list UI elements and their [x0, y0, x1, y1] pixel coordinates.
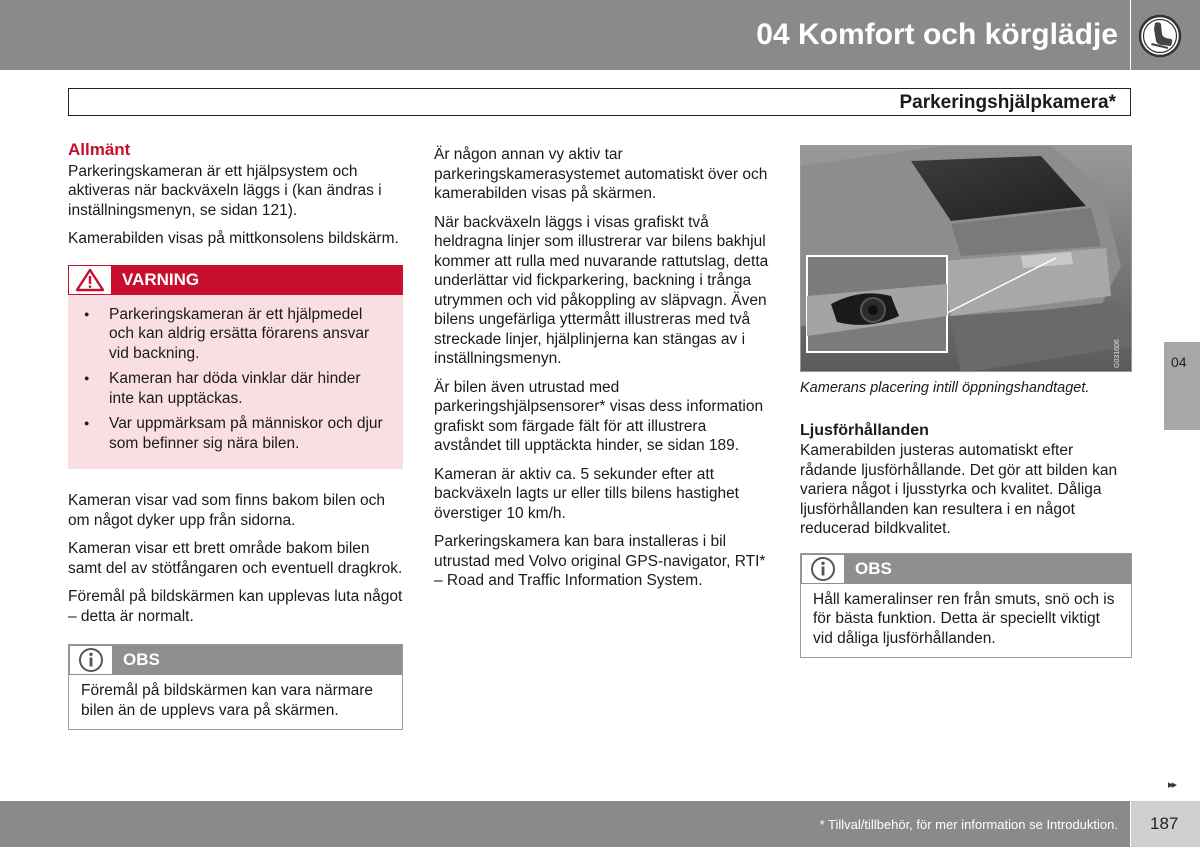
warning-box — [68, 265, 403, 470]
paragraph: Parkeringskameran är ett hjälpsystem och aktiveras när backväxeln läggs i (kan ändras i inställningsmenyn, se sidan 121). — [68, 162, 382, 219]
paragraph: Kamerabilden justeras automatiskt efter rådande ljusförhållande. Det gör att bilden kan variera något i ljusstyrka och kvalitet. Dåliga ljusförhållanden kan resultera i en något reducerad bildkvalitet. — [800, 442, 1118, 537]
obs-label: OBS — [123, 650, 160, 670]
next-page-arrow-icon: ▸▸ — [1168, 779, 1176, 791]
obs-box — [68, 644, 403, 730]
info-icon — [69, 645, 113, 675]
list-item: ● Parkeringskameran är ett hjälpmedel och kan aldrig ersätta förarens ansvar vid backning. — [82, 305, 389, 364]
list-item: ● Var uppmärksam på människor och djur som befinner sig nära bilen. — [82, 414, 389, 453]
seat-icon — [1138, 14, 1182, 58]
list-item: ● Kameran har döda vinklar där hinder inte kan upptäckas. — [82, 369, 389, 408]
paragraph: Föremål på bildskärmen kan upplevas luta något – detta är normalt. — [68, 588, 403, 625]
footer-note: * Tillval/tillbehör, för mer information se Introduktion. — [819, 817, 1118, 832]
heading-allmant: Allmänt — [68, 140, 131, 159]
column-1 — [68, 140, 403, 730]
info-icon — [801, 554, 845, 584]
image-code: G031606 — [1114, 339, 1121, 368]
obs-text: Håll kameralinser ren från smuts, snö och is för bästa funktion. Detta är speciellt viktigt vid dåliga ljusförhållanden. — [813, 590, 1115, 647]
paragraph: Kamerabilden visas på mittkonsolens bildskärm. — [68, 230, 399, 247]
paragraph: Är bilen även utrustad med parkeringshjälpsensorer* visas dess information grafiskt som färgade fält för att illustrera avståndet till upptäckta hinder, se sidan 189. — [434, 378, 764, 454]
warning-header — [68, 265, 403, 295]
column-3 — [800, 145, 1132, 658]
chapter-title: 04 Komfort och körglädje — [756, 18, 1118, 51]
paragraph: Kameran visar vad som finns bakom bilen och om något dyker upp från sidorna. — [68, 492, 386, 529]
warning-label: VARNING — [122, 269, 200, 289]
obs-label: OBS — [855, 558, 892, 578]
heading-ljusforhallanden: Ljusförhållanden — [800, 421, 929, 439]
paragraph: När backväxeln läggs i visas grafiskt två heldragna linjer som illustrerar var bilens bakhjul kommer att rulla med nuvarande rattutslag, detta underlättar vid fickparkering, backning i trånga utrymmen och vid påkoppling av släpvagn. Även bilens ungefärliga yttermått illustreras med två streckade linjer, hjälplinjerna kan stängas av i inställningsmenyn. — [434, 213, 769, 367]
obs-box — [800, 553, 1132, 659]
chapter-side-tab — [1164, 342, 1200, 430]
obs-header — [69, 645, 402, 675]
paragraph: Kameran är aktiv ca. 5 sekunder efter att backväxeln lagts ur eller tills bilens hastighet överstiger 10 km/h. — [434, 465, 739, 522]
warning-triangle-icon — [68, 265, 112, 295]
section-title-box — [68, 88, 1131, 116]
column-2 — [434, 145, 770, 600]
obs-text: Föremål på bildskärmen kan vara närmare bilen än de upplevs vara på skärmen. — [81, 682, 374, 719]
car-rear-illustration — [801, 146, 1132, 372]
page-number: 187 — [1150, 814, 1179, 833]
camera-location-image — [800, 145, 1132, 372]
figure-caption: Kamerans placering intill öppningshandtaget. — [800, 380, 1090, 396]
paragraph: Kameran visar ett brett område bakom bilen samt del av stötfångaren och eventuell dragkrok. — [68, 540, 403, 577]
side-tab-label: 04 — [1171, 354, 1187, 370]
paragraph: Är någon annan vy aktiv tar parkeringskamerasystemet automatiskt över och kamerabilden visas på skärmen. — [434, 146, 768, 202]
warning-list — [68, 295, 403, 454]
obs-header — [801, 554, 1131, 584]
section-title: Parkeringshjälpkamera* — [899, 92, 1116, 113]
paragraph: Parkeringskamera kan bara installeras i bil utrustad med Volvo original GPS-navigator, RTI* – Road and Traffic Information System. — [434, 533, 766, 589]
